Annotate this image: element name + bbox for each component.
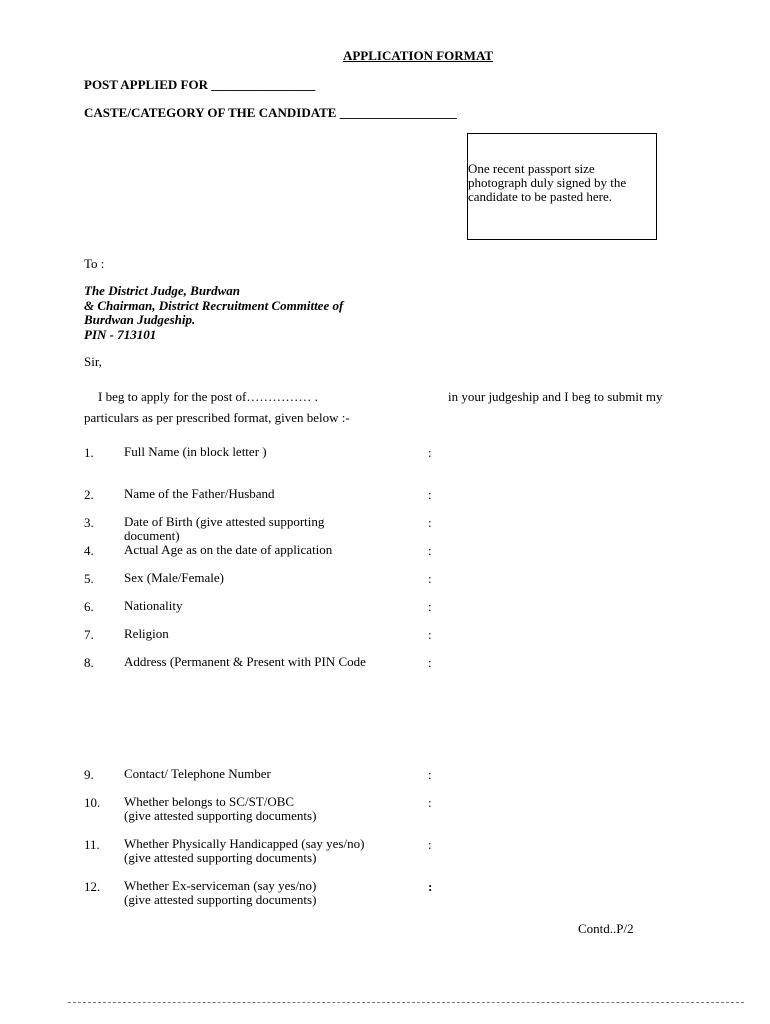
field-label: Whether Physically Handicapped (say yes/no) bbox=[124, 836, 365, 851]
field-colon: : bbox=[428, 879, 433, 894]
addressee-line-4: PIN - 713101 bbox=[84, 326, 157, 342]
field-colon: : bbox=[428, 627, 432, 642]
field-colon: : bbox=[428, 445, 432, 460]
field-label-line-2: (give attested supporting documents) bbox=[124, 808, 317, 823]
continued-note: Contd..P/2 bbox=[578, 921, 634, 936]
field-colon: : bbox=[428, 571, 432, 586]
field-label: Contact/ Telephone Number bbox=[124, 766, 271, 781]
field-label: Whether Ex-serviceman (say yes/no) bbox=[124, 878, 317, 893]
field-number: 10. bbox=[84, 795, 101, 810]
field-label-line-2: (give attested supporting documents) bbox=[124, 892, 317, 907]
field-label: Sex (Male/Female) bbox=[124, 570, 224, 585]
photo-box bbox=[467, 133, 657, 240]
intro-part-1: I beg to apply for the post of…………… . bbox=[98, 389, 318, 404]
field-label-line-2: document) bbox=[124, 528, 180, 543]
field-number: 5. bbox=[84, 571, 94, 586]
field-number: 4. bbox=[84, 543, 94, 558]
footer-divider bbox=[68, 1002, 744, 1003]
field-colon: : bbox=[428, 487, 432, 502]
addressee-line-2: & Chairman, District Recruitment Committee of bbox=[84, 297, 344, 313]
form-title: APPLICATION FORMAT bbox=[342, 48, 494, 63]
field-label: Nationality bbox=[124, 598, 183, 613]
field-label: Religion bbox=[124, 626, 169, 641]
to-label: To : bbox=[84, 256, 105, 271]
field-label: Address (Permanent & Present with PIN Code bbox=[124, 654, 366, 669]
field-number: 9. bbox=[84, 767, 94, 782]
field-label: Date of Birth (give attested supporting bbox=[124, 514, 325, 529]
intro-part-2: in your judgeship and I beg to submit my bbox=[448, 389, 663, 404]
field-colon: : bbox=[428, 837, 432, 852]
field-number: 11. bbox=[84, 837, 100, 852]
field-colon: : bbox=[428, 543, 432, 558]
addressee-line-1: The District Judge, Burdwan bbox=[84, 283, 241, 298]
field-colon: : bbox=[428, 599, 432, 614]
addressee-line-3: Burdwan Judgeship. bbox=[84, 312, 196, 327]
field-label-line-2: (give attested supporting documents) bbox=[124, 850, 317, 865]
field-label: Name of the Father/Husband bbox=[124, 486, 275, 501]
photo-instructions: One recent passport size photograph duly signed by the candidate to be pasted here. bbox=[468, 161, 627, 204]
addressee-block bbox=[84, 284, 343, 342]
caste-category: CASTE/CATEGORY OF THE CANDIDATE __________________ bbox=[84, 105, 457, 120]
field-label: Actual Age as on the date of application bbox=[124, 542, 333, 557]
field-colon: : bbox=[428, 795, 432, 810]
field-colon: : bbox=[428, 767, 432, 782]
field-number: 8. bbox=[84, 655, 94, 670]
field-number: 12. bbox=[84, 879, 101, 894]
field-number: 6. bbox=[84, 599, 94, 614]
field-colon: : bbox=[428, 515, 432, 530]
field-colon: : bbox=[428, 655, 432, 670]
field-label: Whether belongs to SC/ST/OBC bbox=[124, 794, 295, 809]
post-applied-for: POST APPLIED FOR ________________ bbox=[84, 77, 316, 92]
field-number: 1. bbox=[84, 445, 94, 460]
field-number: 7. bbox=[84, 627, 94, 642]
field-label: Full Name (in block letter ) bbox=[124, 444, 267, 459]
intro-line-2: particulars as per prescribed format, given below :- bbox=[84, 410, 350, 425]
field-number: 3. bbox=[84, 515, 94, 530]
field-number: 2. bbox=[84, 487, 94, 502]
salutation: Sir, bbox=[84, 354, 102, 369]
